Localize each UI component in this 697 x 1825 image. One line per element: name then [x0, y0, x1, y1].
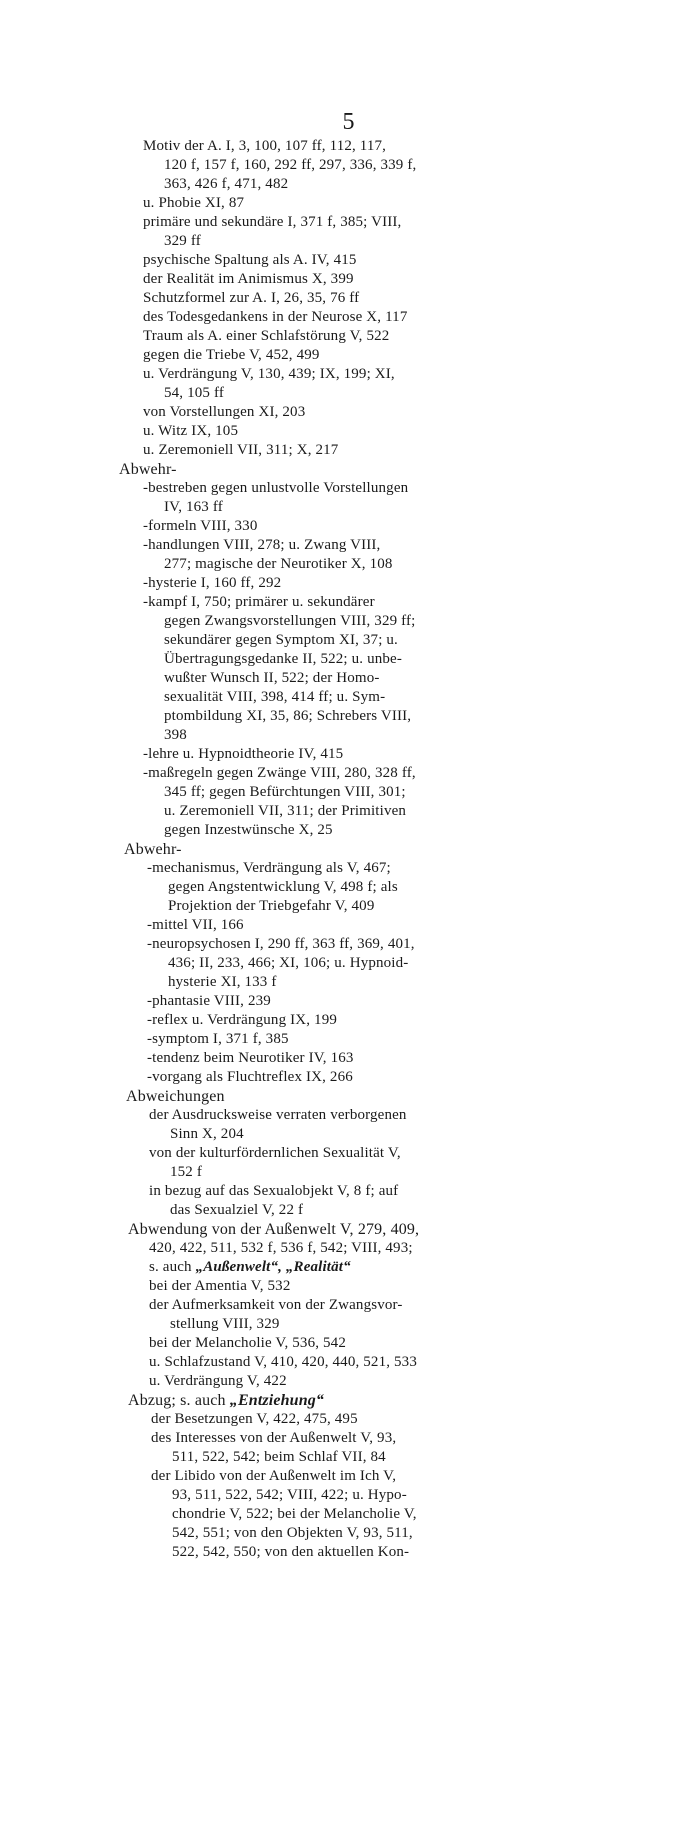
index-line: ptombildung XI, 35, 86; Schrebers VIII,	[164, 708, 412, 724]
index-line: der Aufmerksamkeit von der Zwangsvor-	[149, 1297, 403, 1313]
index-line: Motiv der A. I, 3, 100, 107 ff, 112, 117,	[143, 138, 387, 154]
index-line: 542, 551; von den Objekten V, 93, 511,	[172, 1525, 413, 1541]
index-line: 522, 542, 550; von den aktuellen Kon-	[172, 1544, 410, 1560]
index-line: gegen die Triebe V, 452, 499	[143, 347, 320, 363]
index-line: -maßregeln gegen Zwänge VIII, 280, 328 ff,	[143, 765, 416, 781]
see-also-label: Abzug; s. auch	[128, 1392, 226, 1409]
index-line: des Interesses von der Außenwelt V, 93,	[151, 1430, 397, 1446]
index-line: u. Verdrängung V, 422	[149, 1373, 287, 1389]
index-line: hysterie XI, 133 f	[168, 974, 277, 990]
index-line: der Ausdrucksweise verraten verborgenen	[149, 1107, 407, 1123]
index-line: -mittel VII, 166	[147, 917, 244, 933]
index-line: der Besetzungen V, 422, 475, 495	[151, 1411, 358, 1427]
index-line: bei der Melancholie V, 536, 542	[149, 1335, 346, 1351]
index-line: der Libido von der Außenwelt im Ich V,	[151, 1468, 397, 1484]
page-number: 5	[342, 109, 355, 135]
index-line: 420, 422, 511, 532 f, 536 f, 542; VIII, 493;	[149, 1240, 413, 1256]
index-line: gegen Angstentwicklung V, 498 f; als	[168, 879, 398, 895]
index-line: Traum als A. einer Schlafstörung V, 522	[143, 328, 390, 344]
index-line: in bezug auf das Sexualobjekt V, 8 f; auf	[149, 1183, 399, 1199]
index-heading: Abwehr-	[119, 461, 177, 478]
index-line: primäre und sekundäre I, 371 f, 385; VIII,	[143, 214, 402, 230]
index-line: psychische Spaltung als A. IV, 415	[143, 252, 357, 268]
index-line: gegen Zwangsvorstellungen VIII, 329 ff;	[164, 613, 416, 629]
index-line: 436; II, 233, 466; XI, 106; u. Hypnoid-	[168, 955, 409, 971]
index-line: u. Zeremoniell VII, 311; der Primitiven	[164, 803, 407, 819]
index-line: -symptom I, 371 f, 385	[147, 1031, 289, 1047]
index-line: 398	[164, 727, 187, 743]
index-line: -lehre u. Hypnoidtheorie IV, 415	[143, 746, 344, 762]
index-line: von Vorstellungen XI, 203	[143, 404, 306, 420]
index-heading	[128, 1392, 324, 1409]
index-line: stellung VIII, 329	[170, 1316, 280, 1332]
index-line: chondrie V, 522; bei der Melancholie V,	[172, 1506, 417, 1522]
index-line: 152 f	[170, 1164, 202, 1180]
index-heading: Abwendung von der Außenwelt V, 279, 409,	[128, 1221, 420, 1238]
index-line: u. Verdrängung V, 130, 439; IX, 199; XI,	[143, 366, 395, 382]
index-line: -neuropsychosen I, 290 ff, 363 ff, 369, 401,	[147, 936, 415, 952]
index-line: 277; magische der Neurotiker X, 108	[164, 556, 393, 572]
index-line: 329 ff	[164, 233, 201, 249]
index-line: sekundärer gegen Symptom XI, 37; u.	[164, 632, 398, 648]
index-line: u. Witz IX, 105	[143, 423, 239, 439]
index-line: -reflex u. Verdrängung IX, 199	[147, 1012, 338, 1028]
index-line: sexualität VIII, 398, 414 ff; u. Sym-	[164, 689, 386, 705]
index-line: -bestreben gegen unlustvolle Vorstellungen	[143, 480, 409, 496]
index-line: 345 ff; gegen Befürchtungen VIII, 301;	[164, 784, 406, 800]
see-also-reference: „Entziehung“	[229, 1392, 325, 1409]
index-line: bei der Amentia V, 532	[149, 1278, 291, 1294]
index-heading: Abwehr-	[124, 841, 182, 858]
index-line: wußter Wunsch II, 522; der Homo-	[164, 670, 380, 686]
index-line: -hysterie I, 160 ff, 292	[143, 575, 282, 591]
index-line: -kampf I, 750; primärer u. sekundärer	[143, 594, 375, 610]
index-line: 93, 511, 522, 542; VIII, 422; u. Hypo-	[172, 1487, 407, 1503]
index-line: u. Zeremoniell VII, 311; X, 217	[143, 442, 339, 458]
index-line: Projektion der Triebgefahr V, 409	[168, 898, 375, 914]
index-line: 120 f, 157 f, 160, 292 ff, 297, 336, 339 f,	[164, 157, 417, 173]
index-line: Schutzformel zur A. I, 26, 35, 76 ff	[143, 290, 360, 306]
index-line: -vorgang als Fluchtreflex IX, 266	[147, 1069, 353, 1085]
index-line: -formeln VIII, 330	[143, 518, 258, 534]
index-line: Übertragungsgedanke II, 522; u. unbe-	[164, 651, 402, 667]
index-line: 363, 426 f, 471, 482	[164, 176, 289, 192]
index-line: Sinn X, 204	[170, 1126, 244, 1142]
index-line: -phantasie VIII, 239	[147, 993, 271, 1009]
index-line: u. Schlafzustand V, 410, 420, 440, 521, 533	[149, 1354, 417, 1370]
index-line	[149, 1259, 351, 1276]
index-line: -tendenz beim Neurotiker IV, 163	[147, 1050, 354, 1066]
index-line: u. Phobie XI, 87	[143, 195, 245, 211]
index-heading: Abweichungen	[126, 1088, 225, 1105]
index-line: von der kulturfördernlichen Sexualität V,	[149, 1145, 401, 1161]
index-line: das Sexualziel V, 22 f	[170, 1202, 304, 1218]
index-line: 511, 522, 542; beim Schlaf VII, 84	[172, 1449, 386, 1465]
index-line: IV, 163 ff	[164, 499, 223, 515]
index-line: gegen Inzestwünsche X, 25	[164, 822, 333, 838]
index-line: -handlungen VIII, 278; u. Zwang VIII,	[143, 537, 381, 553]
index-line: -mechanismus, Verdrängung als V, 467;	[147, 860, 391, 876]
index-line: 54, 105 ff	[164, 385, 224, 401]
see-also-reference: „Außenwelt“, „Realität“	[195, 1259, 351, 1275]
index-line: des Todesgedankens in der Neurose X, 117	[143, 309, 408, 325]
see-also-label: s. auch	[149, 1259, 192, 1275]
index-line: der Realität im Animismus X, 399	[143, 271, 354, 287]
